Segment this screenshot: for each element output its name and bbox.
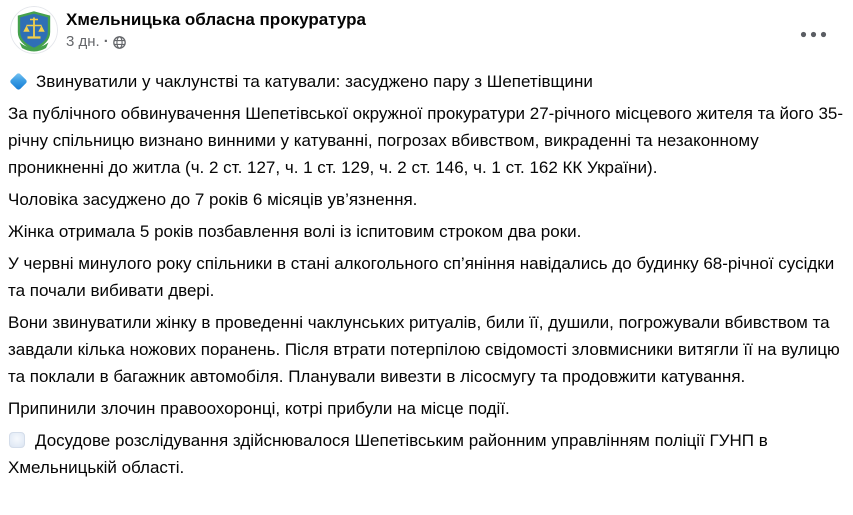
post-paragraph: Чоловіка засуджено до 7 років 6 місяців ув’язнення. [8, 190, 418, 209]
meta-separator: · [103, 33, 109, 50]
placeholder-square-icon [9, 432, 25, 448]
page-name-link[interactable]: Хмельницька обласна прокуратура [66, 10, 366, 29]
more-options-button[interactable] [794, 20, 833, 47]
investigation-text: Досудове розслідування здійснювалося Шепетівським районним управлінням поліції ГУНП в Хмельницькій області. [8, 431, 768, 477]
post-paragraph: Жінка отримала 5 років позбавлення волі із іспитовим строком два роки. [8, 222, 582, 241]
timestamp-link[interactable]: 3 дн. [66, 33, 100, 50]
post-paragraph: Припинили злочин правоохоронці, котрі прибули на місце події. [8, 399, 510, 418]
post-headline [8, 68, 843, 95]
post-headline-text: Звинуватили у чаклунстві та катували: засуджено пару з Шепетівщини [36, 72, 593, 91]
globe-public-icon [113, 36, 126, 49]
post-header [0, 0, 853, 62]
post-body [0, 62, 853, 481]
prosecutor-office-emblem-icon [10, 41, 58, 54]
post-paragraph: Вони звинуватили жінку в проведенні чаклунських ритуалів, били її, душили, погрожували вбивством та завдали кілька ножових поранень. Після втрати потерпілою свідомості зловмисники витягли її на вулицю та поклали в багажник автомобіля. Планували вивезти в лісосмугу та продовжити катування. [8, 313, 840, 386]
header-info [66, 6, 794, 51]
avatar[interactable] [10, 6, 58, 54]
blue-diamond-icon [9, 72, 27, 90]
post-meta [66, 33, 794, 51]
ellipsis-icon [800, 26, 827, 41]
post-paragraph: За публічного обвинувачення Шепетівської окружної прокуратури 27-річного місцевого жителя та його 35-річну спільницю визнано винними у катуванні, погрозах вбивством, викраденні та незаконному проникненні до житла (ч. 2 ст. 127, ч. 1 ст. 129, ч. 2 ст. 146, ч. 1 ст. 162 КК України). [8, 104, 844, 177]
post-paragraph-investigation [8, 427, 843, 481]
post-paragraph: У червні минулого року спільники в стані алкогольного сп’яніння навідались до будинку 68-річної сусідки та почали вибивати двері. [8, 254, 835, 300]
